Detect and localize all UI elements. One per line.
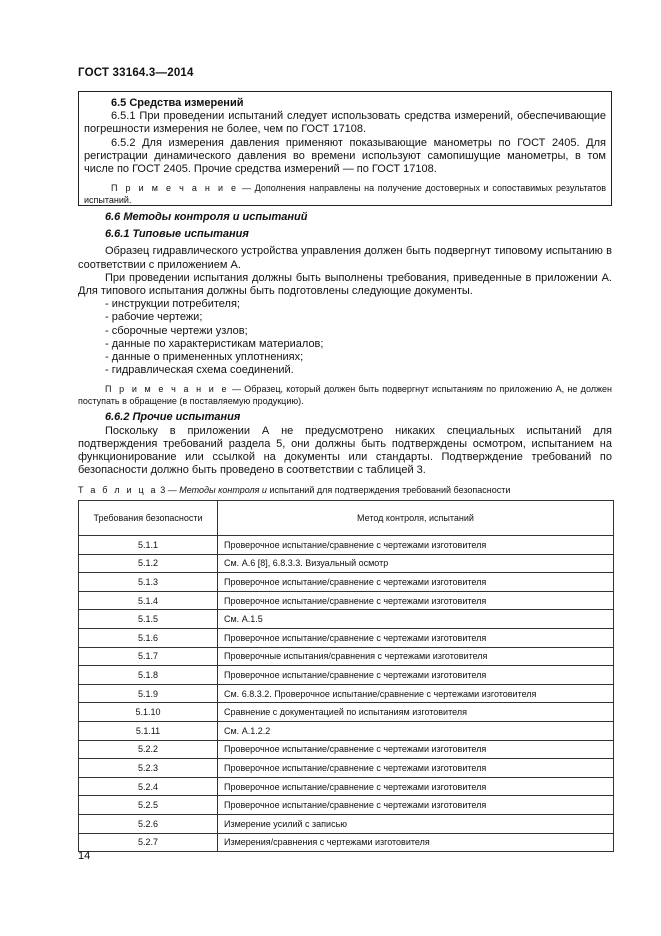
requirement-cell: 5.2.2 (79, 740, 218, 759)
note-text: — Дополнения направлены на получение достоверных и сопоставимых результатов испытаний. (84, 183, 607, 206)
caption-number: 3 — (157, 485, 180, 495)
requirement-cell: 5.1.8 (79, 666, 218, 685)
method-cell: Измерение усилий с записью (218, 814, 614, 833)
method-cell: Проверочное испытание/сравнение с чертежами изготовителя (218, 796, 614, 815)
note-label: П р и м е ч а н и е (111, 183, 239, 194)
caption-italic: Методы контроля и (179, 485, 267, 495)
table-row (79, 554, 614, 573)
list-item: - сборочные чертежи узлов; (105, 324, 248, 337)
table-row (79, 610, 614, 629)
method-cell: См. А.6 [8], 6.8.3.3. Визуальный осмотр (218, 554, 614, 573)
table-header-row (79, 501, 614, 536)
table-row (79, 684, 614, 703)
method-cell: Проверочное испытание/сравнение с чертежами изготовителя (218, 628, 614, 647)
requirement-cell: 5.2.3 (79, 759, 218, 778)
method-cell: См. 6.8.3.2. Проверочное испытание/сравнение с чертежами изготовителя (218, 684, 614, 703)
subsection-heading: 6.6.1 Типовые испытания (105, 228, 249, 241)
method-cell: Проверочное испытание/сравнение с чертежами изготовителя (218, 759, 614, 778)
requirement-cell: 5.1.4 (79, 591, 218, 610)
document-list (78, 298, 612, 377)
caption-label: Т а б л и ц а (78, 485, 158, 495)
requirement-cell: 5.1.9 (79, 684, 218, 703)
method-cell: См. А.1.5 (218, 610, 614, 629)
method-cell: Сравнение с документацией по испытаниям изготовителя (218, 703, 614, 722)
table-row (79, 628, 614, 647)
column-header-requirements: Требования безопасности (79, 501, 218, 536)
column-header-method: Метод контроля, испытаний (218, 501, 614, 536)
requirement-cell: 5.1.3 (79, 573, 218, 592)
requirement-cell: 5.2.6 (79, 814, 218, 833)
table-row (79, 777, 614, 796)
requirement-cell: 5.1.6 (79, 628, 218, 647)
note (84, 182, 606, 206)
method-cell: Проверочное испытание/сравнение с чертежами изготовителя (218, 666, 614, 685)
page-number: 14 (78, 850, 91, 862)
table-row (79, 536, 614, 555)
requirement-cell: 5.2.7 (79, 833, 218, 852)
section-6-6 (78, 211, 612, 477)
table-row (79, 573, 614, 592)
requirement-cell: 5.1.2 (79, 554, 218, 573)
table-row (79, 647, 614, 666)
requirement-cell: 5.1.5 (79, 610, 218, 629)
section-6-5 (78, 97, 612, 206)
method-cell: См. А.1.2.2 (218, 721, 614, 740)
note (78, 383, 612, 407)
table-row (79, 759, 614, 778)
method-cell: Проверочное испытание/сравнение с чертежами изготовителя (218, 573, 614, 592)
section-heading: 6.6 Методы контроля и испытаний (105, 211, 308, 223)
table-row (79, 721, 614, 740)
requirement-cell: 5.2.5 (79, 796, 218, 815)
method-cell: Проверочные испытания/сравнения с чертежами изготовителя (218, 647, 614, 666)
paragraph: Поскольку в приложении А не предусмотрено никаких специальных испытаний для подтверждения требований раздела 5, они должны быть подтверждены осмотром, испытанием на функционирование или ссылкой на документы или стандарты. Подтверждение требований по безопасности должно быть проведено в соответствии с таблицей 3. (78, 424, 612, 477)
paragraph: При проведении испытания должны быть выполнены требования, приведенные в приложении А. Для типового испытания должны быть подготовлены следующие документы. (78, 271, 612, 298)
table-row (79, 833, 614, 852)
table-row (79, 796, 614, 815)
method-cell: Проверочное испытание/сравнение с чертежами изготовителя (218, 777, 614, 796)
method-cell: Проверочное испытание/сравнение с чертежами изготовителя (218, 740, 614, 759)
note-label: П р и м е ч а н и е (105, 384, 229, 395)
requirement-cell: 5.1.1 (79, 536, 218, 555)
table-row (79, 591, 614, 610)
list-item: - инструкции потребителя; (105, 298, 240, 311)
list-item: - рабочие чертежи; (105, 311, 203, 324)
caption-rest: испытаний для подтверждения требований безопасности (266, 485, 511, 495)
list-item: - данные по характеристикам материалов; (105, 337, 324, 350)
list-item: - данные о примененных уплотнениях; (105, 351, 304, 364)
table-row (79, 666, 614, 685)
list-item: - гидравлическая схема соединений. (105, 364, 294, 377)
paragraph: 6.5.2 Для измерения давления применяют показывающие манометры по ГОСТ 2405. Для регистрации динамического давления во времени используют самопишущие манометры, в том числе по ГОСТ 2405. Прочие средства измерений — по ГОСТ 17108. (84, 136, 606, 176)
requirement-cell: 5.1.7 (79, 647, 218, 666)
paragraph: Образец гидравлического устройства управления должен быть подвергнут типовому испытанию в соответствии с приложением А. (78, 245, 612, 271)
requirement-cell: 5.1.10 (79, 703, 218, 722)
section-heading: 6.5 Средства измерений (111, 97, 244, 109)
method-cell: Проверочное испытание/сравнение с чертежами изготовителя (218, 536, 614, 555)
safety-methods-table (78, 500, 614, 852)
paragraph: 6.5.1 При проведении испытаний следует использовать средства измерений, обеспечивающие погрешности измерения не более, чем по ГОСТ 17108. (84, 110, 606, 136)
requirement-cell: 5.2.4 (79, 777, 218, 796)
requirement-cell: 5.1.11 (79, 721, 218, 740)
method-cell: Измерения/сравнения с чертежами изготовителя (218, 833, 614, 852)
note-text: — Образец, который должен быть подвергнут испытаниям по приложению А, не должен поступать в обращение (в поставляемую продукцию). (78, 384, 612, 407)
subsection-heading: 6.6.2 Прочие испытания (105, 411, 241, 424)
table-row (79, 814, 614, 833)
table-row (79, 740, 614, 759)
table-caption (78, 485, 510, 495)
method-cell: Проверочное испытание/сравнение с чертежами изготовителя (218, 591, 614, 610)
document-header: ГОСТ 33164.3—2014 (78, 67, 194, 79)
table-row (79, 703, 614, 722)
